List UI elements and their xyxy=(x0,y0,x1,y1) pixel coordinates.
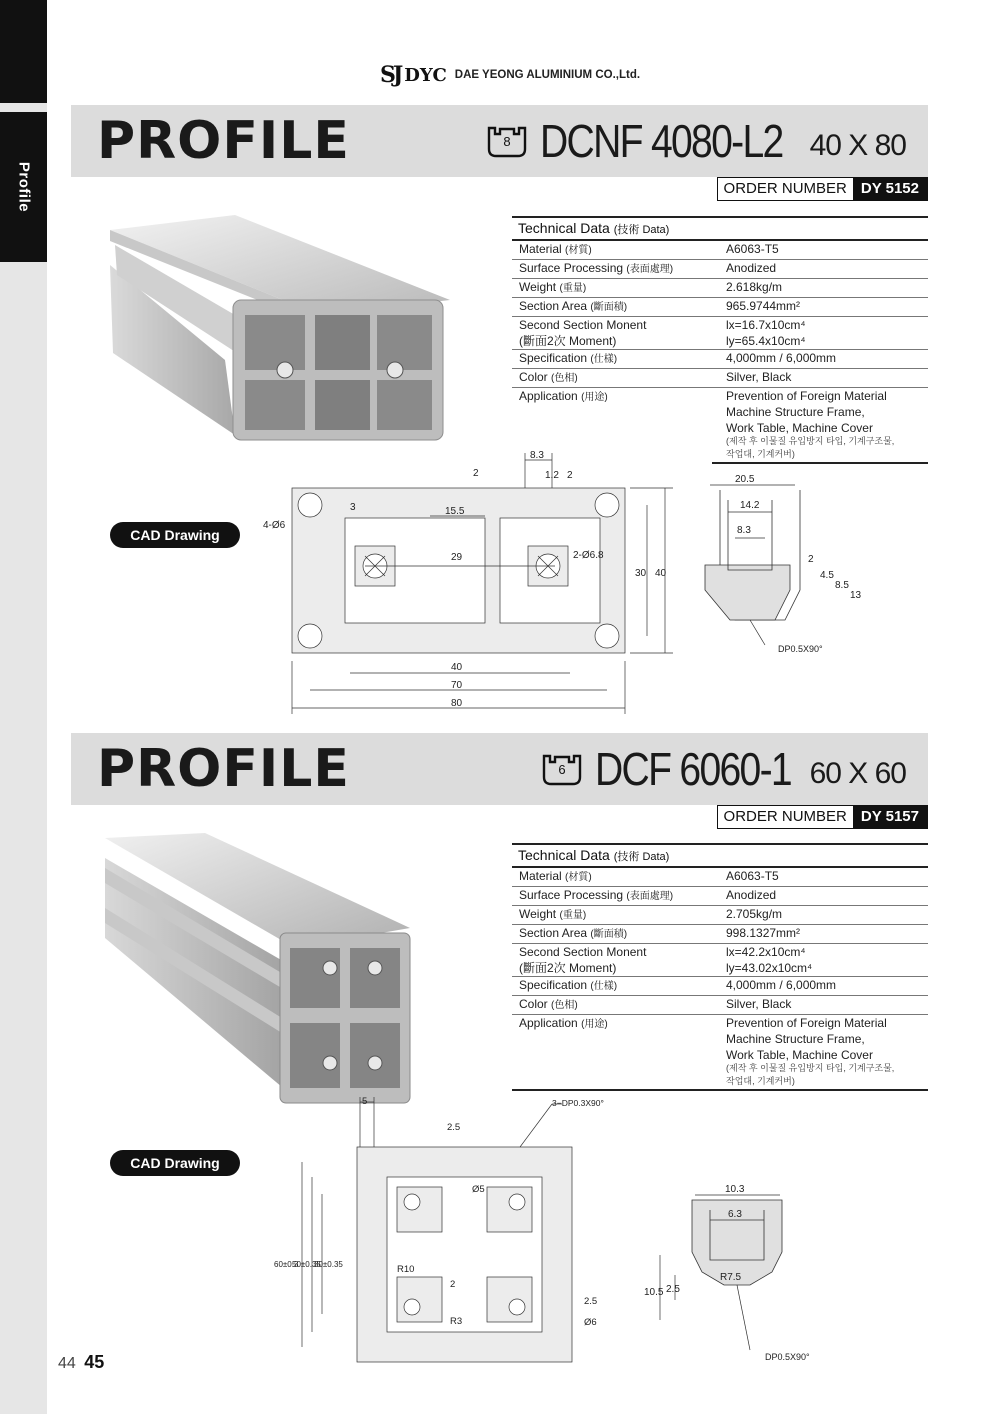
svg-text:20.5: 20.5 xyxy=(735,474,755,485)
svg-text:30±0.35: 30±0.35 xyxy=(314,1260,343,1269)
model-size: 40 X 80 xyxy=(809,129,906,162)
profile-heading: PROFILE xyxy=(97,739,350,799)
svg-text:15.5: 15.5 xyxy=(445,506,465,517)
svg-text:DP0.5X90°: DP0.5X90° xyxy=(778,644,823,654)
cad-drawing-label: CAD Drawing xyxy=(110,522,240,548)
profile-6060-photo xyxy=(100,828,420,1108)
svg-text:80: 80 xyxy=(451,698,463,709)
technical-data-heading: Technical Data (技術 Data) xyxy=(512,216,928,241)
tech-row: Section Area (斷面積) 998.1327mm² xyxy=(512,925,928,944)
slot-icon xyxy=(486,125,528,159)
cad-drawing-6060 xyxy=(262,1092,627,1367)
slot-detail-6060 xyxy=(640,1180,825,1370)
cad-drawing-4080 xyxy=(255,448,675,723)
tech-row: Weight (重量) 2.705kg/m xyxy=(512,906,928,925)
order-number xyxy=(717,177,928,201)
tech-row: Weight (重量) 2.618kg/m xyxy=(512,279,928,298)
page-right: 45 xyxy=(84,1352,105,1372)
svg-text:2: 2 xyxy=(473,468,479,479)
profile-4080-photo xyxy=(105,205,465,445)
svg-text:40: 40 xyxy=(451,662,463,673)
svg-text:2-Ø6.8: 2-Ø6.8 xyxy=(573,550,604,561)
company-logo xyxy=(380,62,640,88)
technical-data-table xyxy=(512,843,928,1091)
logo-mark: SJ xyxy=(380,62,401,88)
svg-text:Ø5: Ø5 xyxy=(472,1184,485,1195)
technical-data-table xyxy=(512,216,928,464)
svg-text:5: 5 xyxy=(362,1096,368,1107)
model-block xyxy=(541,741,906,797)
svg-text:DP0.5X90°: DP0.5X90° xyxy=(765,1352,810,1362)
svg-text:50±0.35: 50±0.35 xyxy=(292,1260,321,1269)
svg-text:R10: R10 xyxy=(397,1264,415,1275)
model-code: DCNF 4080-L2 xyxy=(540,115,783,167)
svg-text:8: 8 xyxy=(503,134,511,149)
tech-row: Section Area (斷面積) 965.9744mm² xyxy=(512,298,928,317)
order-label: ORDER NUMBER xyxy=(718,178,853,200)
tech-row: Surface Processing (表面處理) Anodized xyxy=(512,887,928,906)
order-label: ORDER NUMBER xyxy=(718,806,853,828)
model-block xyxy=(486,113,906,169)
section-tab[interactable] xyxy=(0,112,47,262)
svg-text:6: 6 xyxy=(558,762,566,777)
svg-text:3−DP0.3X90°: 3−DP0.3X90° xyxy=(552,1098,604,1108)
svg-text:4-Ø6: 4-Ø6 xyxy=(263,520,286,531)
tech-row-application: Application (用途) Prevention of Foreign Material Machine Structure Frame, Work Table, Machine Cover (제작 후 이물질 유입방지 타입, 기계구조물, 작업대, 기계커버) xyxy=(519,389,895,459)
profile-title-bar xyxy=(71,733,928,805)
section-tab-label: Profile xyxy=(15,161,32,213)
tech-row: Surface Processing (表面處理) Anodized xyxy=(512,260,928,279)
order-number xyxy=(717,805,928,829)
svg-text:10.5: 10.5 xyxy=(644,1287,664,1298)
svg-text:R3: R3 xyxy=(450,1316,463,1327)
page-numbers xyxy=(58,1352,104,1373)
tech-row: Second Section Monent lx=16.7x10cm⁴ xyxy=(519,318,806,332)
tech-row: Second Section Monent lx=42.2x10cm⁴ xyxy=(519,945,806,959)
tech-row: Material (材質) A6063-T5 xyxy=(512,868,928,887)
svg-text:1.2: 1.2 xyxy=(545,470,559,481)
slot-icon xyxy=(541,753,583,787)
model-size: 60 X 60 xyxy=(809,757,906,790)
table-end-rule xyxy=(512,1089,928,1091)
svg-text:2.5: 2.5 xyxy=(666,1284,680,1295)
svg-text:60±0.3: 60±0.3 xyxy=(274,1260,299,1269)
tech-row: Material (材質) A6063-T5 xyxy=(512,241,928,260)
svg-text:8.5: 8.5 xyxy=(835,580,849,591)
model-code: DCF 6060-1 xyxy=(595,743,791,795)
company-name: DAE YEONG ALUMINIUM CO.,Ltd. xyxy=(454,69,641,81)
svg-text:2: 2 xyxy=(808,554,814,565)
slot-detail-4080 xyxy=(690,470,870,660)
svg-text:29: 29 xyxy=(451,552,463,563)
order-value: DY 5152 xyxy=(853,178,927,200)
svg-text:13: 13 xyxy=(850,590,862,601)
svg-text:4.5: 4.5 xyxy=(820,570,834,581)
tech-row: Color (色相) Silver, Black xyxy=(512,996,928,1015)
svg-text:14.2: 14.2 xyxy=(740,500,760,511)
svg-text:8.3: 8.3 xyxy=(737,525,751,536)
svg-text:6.3: 6.3 xyxy=(728,1209,742,1220)
profile-title-bar xyxy=(71,105,928,177)
tech-row: Specification (仕樣) 4,000mm / 6,000mm xyxy=(512,350,928,369)
order-value: DY 5157 xyxy=(853,806,927,828)
svg-text:R7.5: R7.5 xyxy=(720,1272,742,1283)
tech-row: Specification (仕樣) 4,000mm / 6,000mm xyxy=(512,977,928,996)
svg-text:40: 40 xyxy=(655,568,667,579)
tech-row: (斷面2次 Moment) ly=65.4x10cm⁴ xyxy=(512,333,928,350)
svg-text:70: 70 xyxy=(451,680,463,691)
profile-heading: PROFILE xyxy=(97,111,350,171)
svg-text:2: 2 xyxy=(450,1279,456,1290)
technical-data-heading: Technical Data (技術 Data) xyxy=(512,843,928,868)
svg-text:2: 2 xyxy=(567,470,573,481)
tech-row: Color (色相) Silver, Black xyxy=(512,369,928,388)
svg-text:8.3: 8.3 xyxy=(530,450,544,461)
page-left: 44 xyxy=(58,1355,76,1372)
cad-drawing-label: CAD Drawing xyxy=(110,1150,240,1176)
svg-text:2.5: 2.5 xyxy=(584,1296,598,1307)
tech-row-application: Application (用途) Prevention of Foreign Material Machine Structure Frame, Work Table, Machine Cover (제작 후 이물질 유입방지 타입, 기계구조물, 작업대, 기계커버) xyxy=(519,1016,895,1086)
logo-brand: DYC xyxy=(404,64,447,86)
svg-text:30: 30 xyxy=(635,568,647,579)
svg-text:10.3: 10.3 xyxy=(725,1184,745,1195)
table-end-rule xyxy=(712,462,928,464)
tech-row: (斷面2次 Moment) ly=43.02x10cm⁴ xyxy=(512,960,928,977)
svg-text:2.5: 2.5 xyxy=(447,1122,461,1133)
svg-text:Ø6: Ø6 xyxy=(584,1317,597,1328)
svg-text:3: 3 xyxy=(350,502,356,513)
side-header-block xyxy=(0,0,47,103)
